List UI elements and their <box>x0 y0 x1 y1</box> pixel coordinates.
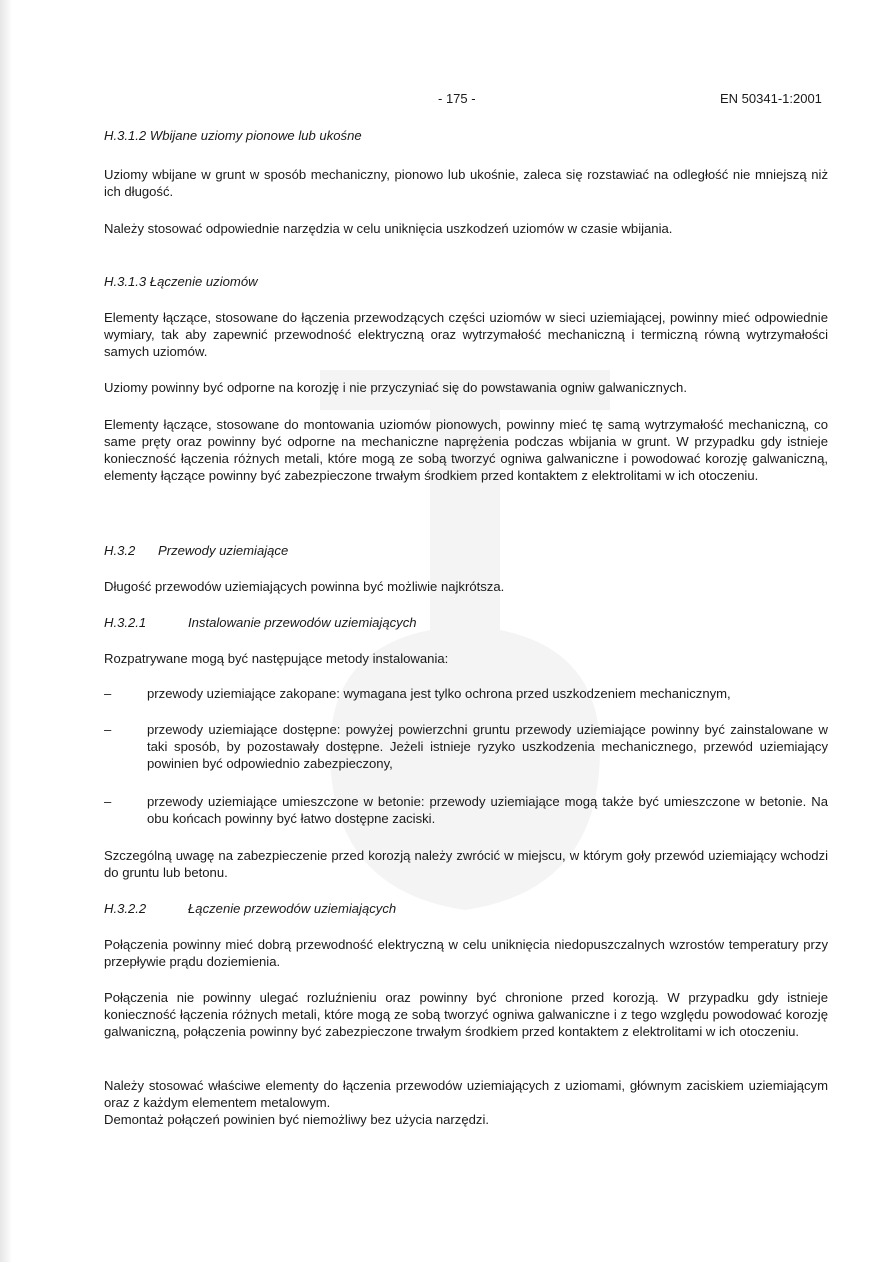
paragraph: Elementy łączące, stosowane do montowania uziomów pionowych, powinny mieć tę samą wytrzymałość mechaniczną, co same pręty oraz powinny być odporne na mechaniczne naprężenia podczas wbijania w grunt. W przypadku gdy istnieje konieczność łączenia różnych metali, które mogą ze sobą tworzyć ogniwa galwaniczne i powodować korozję galwaniczną, elementy łączące powinny być zabezpieczone trwałym środkiem przed kontaktem z elektrolitami w ich otoczeniu. <box>104 417 828 483</box>
list-item: przewody uziemiające dostępne: powyżej powierzchni gruntu przewody uziemiające powinny być zainstalowane w taki sposób, by pozostawały dostępne. Jeżeli istnieje ryzyko uszkodzenia mechanicznego, przewód uziemiający powinien być odpowiednio zabezpieczony, <box>147 722 828 771</box>
list-item: przewody uziemiające zakopane: wymagana jest tylko ochrona przed uszkodzeniem mechanicznym, <box>147 686 731 701</box>
section-number: H.3.2.2 <box>104 901 147 916</box>
paragraph: Połączenia nie powinny ulegać rozluźnieniu oraz powinny być chronione przed korozją. W przypadku gdy istnieje konieczność łączenia różnych metali, które mogą ze sobą tworzyć ogniwa galwaniczne i z tego względu powodować korozję galwaniczną, połączenia powinny być zabezpieczone trwałym środkiem przed kontaktem z elektrolitami w ich otoczeniu. <box>104 990 828 1039</box>
paragraph: Długość przewodów uziemiających powinna być możliwie najkrótsza. <box>104 579 505 594</box>
list-dash: – <box>104 686 112 701</box>
heading-h3-1-2: H.3.1.2 Wbijane uziomy pionowe lub ukośne <box>104 128 362 143</box>
scan-edge-shadow <box>0 0 12 1262</box>
section-title: Łączenie przewodów uziemiających <box>188 901 397 916</box>
page-number: - 175 - <box>438 91 476 106</box>
heading-h3-2 <box>104 542 289 559</box>
paragraph: Uziomy wbijane w grunt w sposób mechaniczny, pionowo lub ukośnie, zaleca się rozstawiać na odległość nie mniejszą niż ich długość. <box>104 167 828 199</box>
list-dash: – <box>104 722 112 737</box>
paragraph: Rozpatrywane mogą być następujące metody instalowania: <box>104 651 449 666</box>
section-title: Przewody uziemiające <box>158 543 289 558</box>
paragraph: Demontaż połączeń powinien być niemożliwy bez użycia narzędzi. <box>104 1112 489 1127</box>
paragraph: Należy stosować właściwe elementy do łączenia przewodów uziemiających z uziomami, głównym zaciskiem uziemiającym oraz z każdym elementem metalowym. <box>104 1078 828 1110</box>
heading-h3-2-1 <box>104 614 417 631</box>
document-code: EN 50341-1:2001 <box>720 91 822 106</box>
list-item: przewody uziemiające umieszczone w betonie: przewody uziemiające mogą także być umieszczone w betonie. Na obu końcach powinny być łatwo dostępne zaciski. <box>147 794 828 826</box>
section-number: H.3.2.1 <box>104 615 147 630</box>
paragraph: Należy stosować odpowiednie narzędzia w celu uniknięcia uszkodzeń uziomów w czasie wbijania. <box>104 221 673 236</box>
paragraph: Elementy łączące, stosowane do łączenia przewodzących części uziomów w sieci uziemiającej, powinny mieć odpowiednie wymiary, tak aby zapewnić przewodność elektryczną oraz wytrzymałość mechaniczną i termiczną równą wytrzymałości samych uziomów. <box>104 310 828 359</box>
section-number: H.3.2 <box>104 543 136 558</box>
heading-h3-2-2 <box>104 900 397 917</box>
paragraph: Połączenia powinny mieć dobrą przewodność elektryczną w celu uniknięcia niedopuszczalnych wzrostów temperatury przy przepływie prądu doziemienia. <box>104 937 828 969</box>
paragraph: Szczególną uwagę na zabezpieczenie przed korozją należy zwrócić w miejscu, w którym goły przewód uziemiający wchodzi do gruntu lub betonu. <box>104 848 828 880</box>
section-title: Instalowanie przewodów uziemiających <box>188 615 417 630</box>
paragraph: Uziomy powinny być odporne na korozję i nie przyczyniać się do powstawania ogniw galwanicznych. <box>104 380 687 395</box>
list-dash: – <box>104 794 112 809</box>
heading-h3-1-3: H.3.1.3 Łączenie uziomów <box>104 274 258 289</box>
